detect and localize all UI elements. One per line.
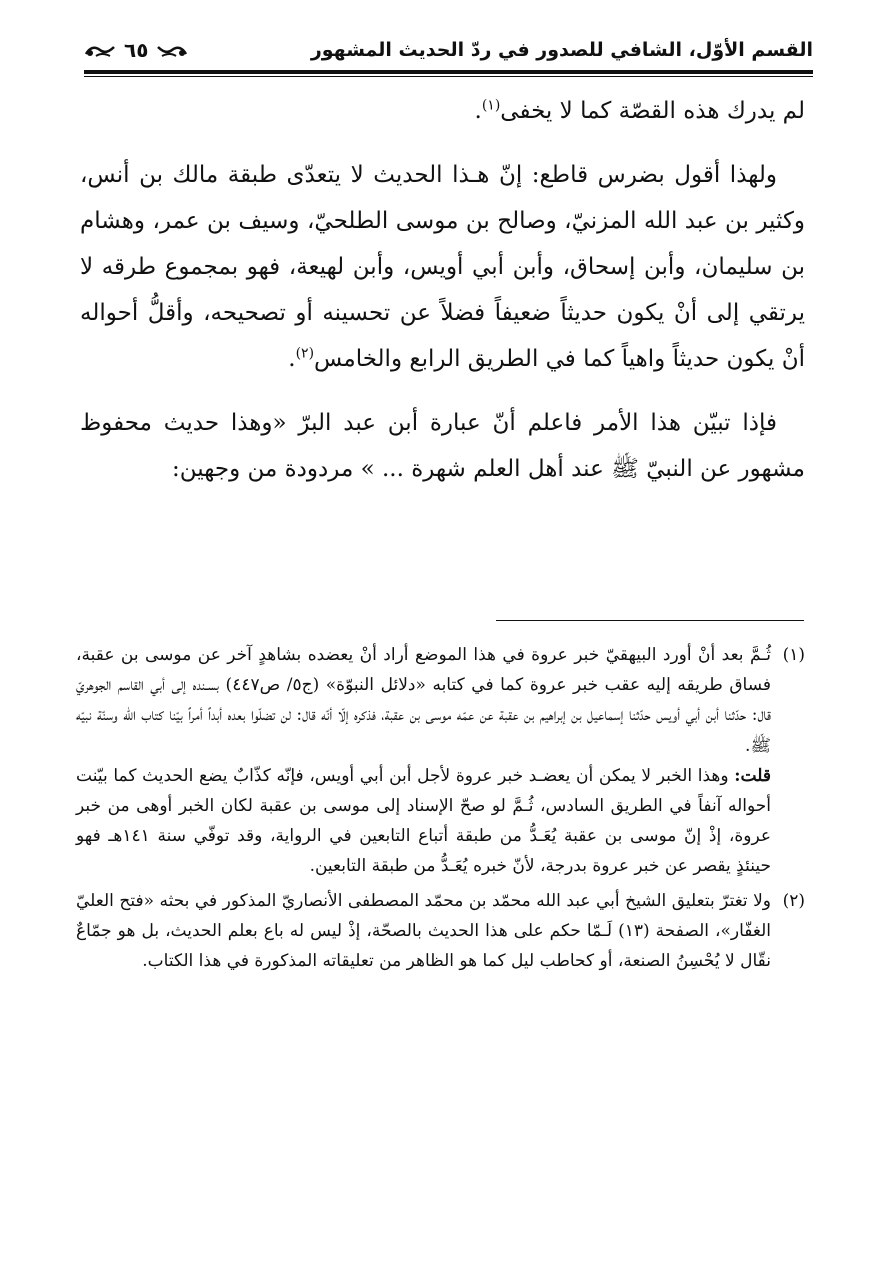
footnote-ref-1: (١) xyxy=(481,97,501,114)
footnote-text: ولا تغترّ بتعليق الشيخ أبي عبد الله محمّد بن محمّد المصطفى الأنصاريّ المذكور في بحثه «فتح العليّ الغفّار»، الصفحة (١٣) لَـمّا حكم على هذا الحديث بالصحّة، إذْ ليس له باع بعلم الحديث، بل هو جمّاعٌ نقّال لا يُحْسِنُ الصنعة، أو كحاطب ليل كما هو الظاهر من تعليقاته المذكورة في هذا الكتاب. xyxy=(76,890,771,972)
footnote-number: (٢) xyxy=(782,890,805,911)
footnote-number: (١) xyxy=(782,645,805,665)
footnote-2 xyxy=(76,886,805,977)
header-rule-thick xyxy=(84,70,813,74)
paragraph-1 xyxy=(80,88,805,134)
footnote-1 xyxy=(76,640,805,882)
paragraph-3-text: فإذا تبيّن هذا الأمر فاعلم أنّ عبارة أبن عبد البرّ «وهذا حديث محفوظ مشهور عن النبيّ ﷺ عند أهل العلم شهرة ... » مردودة من وجهين: xyxy=(80,410,805,482)
footnote-separator xyxy=(496,620,804,621)
main-text xyxy=(80,88,805,510)
footnote-text: وهذا الخبر لا يمكن أن يعضـد خبر عروة لأجل أبن أبي أويس، فإنّه كذّابٌ يضع الحديث كما بيّنت أحواله آنفاً في الطريق السادس، ثُـمَّ لو صحّ الإسناد إلى موسى بن عقبة لكان الخبر أوهى من خبر عروة، إذْ إنّ موسى بن عقبة يُعَـدُّ من طبقة أتباع التابعين في الرواية، وقد توفّي سنة ١٤١هـ فهو حينئذٍ يقصر عن خبر عروة بدرجة، لأنّ خبره يُعَـدُّ من طبقة التابعين. xyxy=(76,765,771,877)
paragraph-3 xyxy=(80,400,805,492)
paragraph-2 xyxy=(80,152,805,382)
right-ornament-icon xyxy=(154,41,188,59)
paragraph-2-end: . xyxy=(288,346,296,372)
page-header xyxy=(84,30,813,70)
footnote-2-paragraph-1 xyxy=(76,886,771,977)
footnote-text: ثُـمَّ بعد أنْ أورد البيهقيّ خبر عروة في هذا الموضع أراد أنْ يعضده بشاهدٍ آخر عن موسى بن عقبة، فساق طريقه إليه عقب خبر عروة كما في كتابه «دلائل النبوّة» (ج٥/ ص٤٤٧) بسـنده إلى أبي القاسم الجوهريّ قال: حدّثنا أبن أبي أويس حدّثنا إسماعيل بن إبراهيم بن عقبة عن عمّه موسى بن عقبة، فذكره إلّا أنّه قال: لن تضلّوا بعده أبداً أمراً بيّنا كتاب الله وسنّة نبيّه ﷺ. xyxy=(76,645,771,756)
page-number-block xyxy=(84,38,188,62)
header-rule-thin xyxy=(84,76,813,77)
footnotes xyxy=(76,640,805,980)
footnote-1-paragraph-1 xyxy=(76,640,771,761)
paragraph-2-text: ولهذا أقول بضرس قاطع: إنّ هـذا الحديث لا يتعدّى طبقة مالك بن أنس، وكثير بن عبد الله المزنيّ، وصالح بن موسى الطلحيّ، وسيف بن عمر، وهشام بن سليمان، وأبن إسحاق، وأبن أبي أويس، وأبن لهيعة، فهو بمجموع طرقه لا يرتقي إلى أنْ يكون حديثاً ضعيفاً فضلاً عن تحسينه أو تصحيحه، وأقلُّ أحواله أنْ يكون حديثاً واهياً كما في الطريق الرابع والخامس xyxy=(80,162,805,372)
left-ornament-icon xyxy=(84,41,118,59)
footnote-lead: قلت: xyxy=(734,765,771,786)
footnote-1-paragraph-2 xyxy=(76,761,771,882)
paragraph-1-end: . xyxy=(474,98,482,124)
running-title: القسم الأوّل، الشافي للصدور في ردّ الحديث المشهور xyxy=(310,39,813,61)
footnote-ref-2: (٢) xyxy=(295,345,315,362)
page-number: ٦٥ xyxy=(124,38,149,62)
paragraph-1-text: لم يدرك هذه القصّة كما لا يخفى xyxy=(500,98,805,124)
